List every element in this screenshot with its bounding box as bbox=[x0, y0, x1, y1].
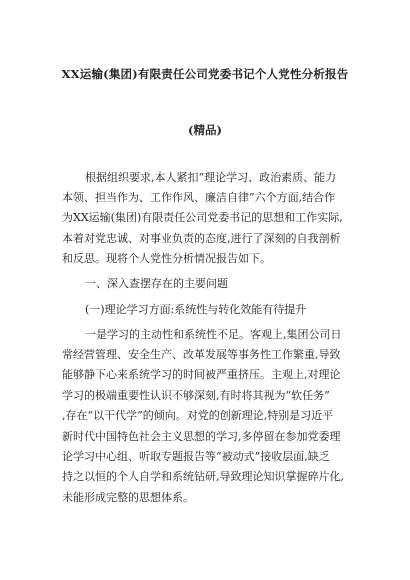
body-text-line: 论学习中心组、听取专题报告等“被动式”接收层面,缺乏 bbox=[62, 450, 330, 463]
body-text-line: 常经营管理、安全生产、改革发展等事务性工作繁重,导致 bbox=[62, 348, 341, 361]
body-text-line: 根据组织要求,本人紧扣“理论学习、政治素质、能力 bbox=[85, 171, 337, 184]
body-text-line: 和反思。现将个人党性分析情况报告如下。 bbox=[62, 252, 271, 265]
section-heading: 一、深入查摆存在的主要问题 bbox=[85, 277, 228, 290]
body-text-line: 本领、担当作为、工作作风、廉洁自律”六个方面,结合作 bbox=[62, 191, 336, 204]
subsection-heading: (一)理论学习方面:系统性与转化效能有待提升 bbox=[85, 303, 307, 316]
body-text-line: 未能形成完整的思想体系。 bbox=[62, 491, 194, 504]
body-text-line: 学习的极端重要性认识不够深刻,有时将其视为“软任务” bbox=[62, 389, 330, 402]
body-text-line: 能够静下心来系统学习的时间被严重挤压。主观上,对理论 bbox=[62, 368, 341, 381]
body-text-line: 持之以恒的个人自学和系统钻研,导致理论知识掌握碎片化, bbox=[62, 470, 344, 483]
body-text-line: 一是学习的主动性和系统性不足。客观上,集团公司日 bbox=[85, 328, 342, 341]
body-text-line: 为XX运输(集团)有限责任公司党委书记的思想和工作实际, bbox=[62, 211, 343, 224]
body-text-line: ,存在“以干代学”的倾向。对党的创新理论,特别是习近平 bbox=[62, 409, 334, 422]
document-subtitle: (精品) bbox=[188, 123, 222, 137]
document-title: XX运输(集团)有限责任公司党委书记个人党性分析报告 bbox=[61, 67, 349, 81]
body-text-line: 新时代中国特色社会主义思想的学习,多停留在参加党委理 bbox=[62, 430, 341, 443]
body-text-line: 本着对党忠诚、对事业负责的态度,进行了深刻的自我剖析 bbox=[62, 232, 341, 245]
